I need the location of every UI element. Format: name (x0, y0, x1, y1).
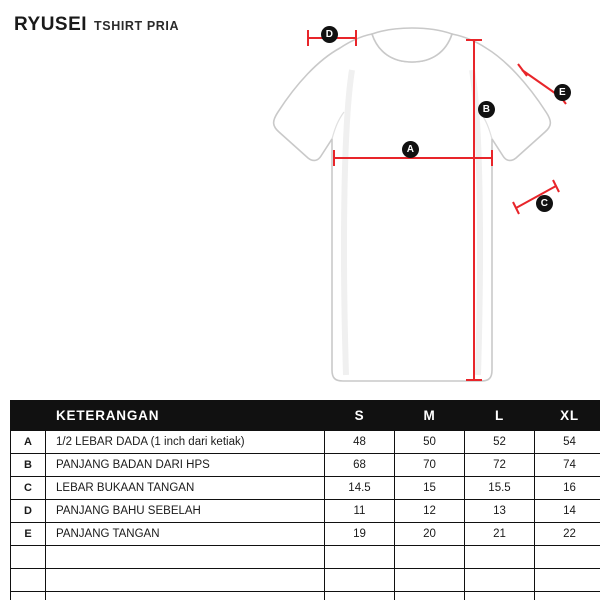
table-header-row (11, 401, 600, 431)
table-row (11, 477, 600, 500)
measure-badge-a: A (402, 141, 419, 158)
row-value-l: 13 (465, 500, 535, 523)
header-key (11, 401, 46, 431)
row-value-xl: 22 (535, 523, 600, 546)
row-value-l: 15.5 (465, 477, 535, 500)
row-key: E (11, 523, 46, 546)
table-row (11, 454, 600, 477)
row-description: PANJANG BAHU SEBELAH (46, 500, 325, 523)
header-description: KETERANGAN (46, 401, 325, 431)
row-key: A (11, 431, 46, 454)
row-value-l: 52 (465, 431, 535, 454)
row-value-l: 72 (465, 454, 535, 477)
tshirt-shape (274, 28, 551, 381)
row-description: PANJANG BADAN DARI HPS (46, 454, 325, 477)
row-key: B (11, 454, 46, 477)
row-value-s: 68 (325, 454, 395, 477)
row-value-s: 48 (325, 431, 395, 454)
row-value-xl: 14 (535, 500, 600, 523)
row-value-l: 21 (465, 523, 535, 546)
measure-badge-e: E (554, 84, 571, 101)
table-row-empty (11, 546, 600, 569)
measure-badge-b: B (478, 101, 495, 118)
row-value-xl: 54 (535, 431, 600, 454)
header-size-m: M (395, 401, 465, 431)
row-value-m: 12 (395, 500, 465, 523)
size-spec-table (10, 400, 600, 600)
row-value-s: 19 (325, 523, 395, 546)
row-value-s: 14.5 (325, 477, 395, 500)
row-value-xl: 16 (535, 477, 600, 500)
header-size-xl: XL (535, 401, 600, 431)
table-row (11, 431, 600, 454)
row-key: C (11, 477, 46, 500)
brand-subtitle: TSHIRT PRIA (94, 19, 180, 33)
row-key: D (11, 500, 46, 523)
header-size-s: S (325, 401, 395, 431)
table-row (11, 500, 600, 523)
header-size-l: L (465, 401, 535, 431)
measure-badge-d: D (321, 26, 338, 43)
row-value-m: 50 (395, 431, 465, 454)
table-row (11, 523, 600, 546)
row-value-xl: 74 (535, 454, 600, 477)
brand-name: RYUSEI (14, 14, 88, 35)
measure-badge-c: C (536, 195, 553, 212)
row-value-s: 11 (325, 500, 395, 523)
row-description: PANJANG TANGAN (46, 523, 325, 546)
row-value-m: 70 (395, 454, 465, 477)
table-row-empty (11, 569, 600, 592)
row-value-m: 15 (395, 477, 465, 500)
table-row-empty (11, 592, 600, 600)
row-description: LEBAR BUKAAN TANGAN (46, 477, 325, 500)
row-value-m: 20 (395, 523, 465, 546)
row-description: 1/2 LEBAR DADA (1 inch dari ketiak) (46, 431, 325, 454)
